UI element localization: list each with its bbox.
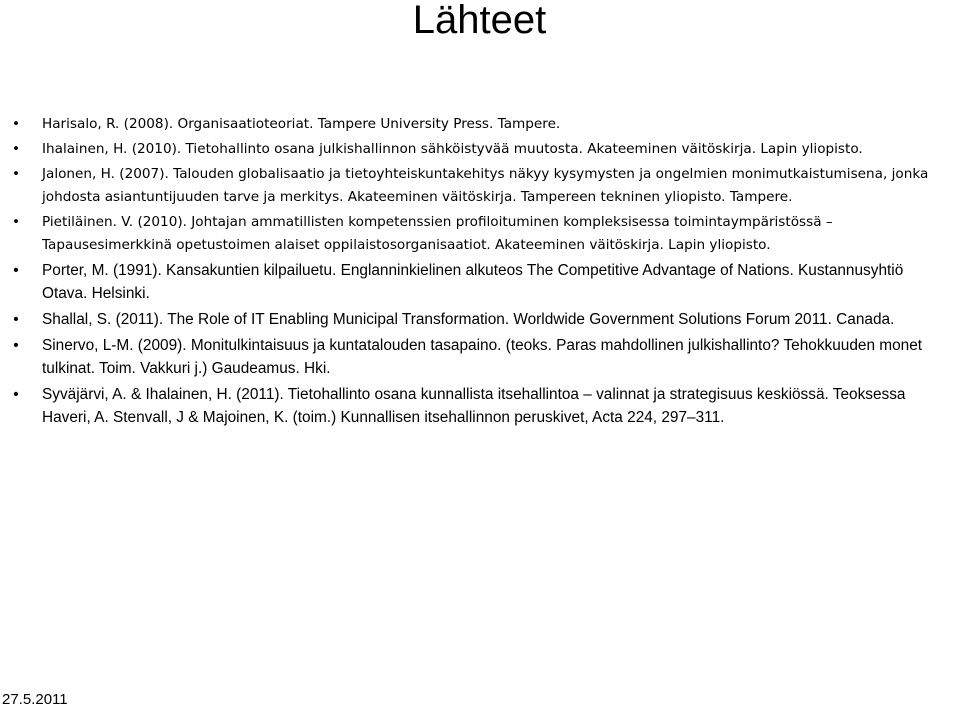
reference-text: Jalonen, H. (2007). Talouden globalisaatio ja tietoyhteiskuntakehitys näkyy kysymysten ja ongelmien monimutkaistumisena, jonka johdosta asiantuntijuuden tarve ja merkitys. Akateeminen väitöskirja. Tampereen tekninen yliopisto. Tampere.	[42, 166, 929, 205]
reference-item	[0, 138, 959, 161]
reference-item	[0, 113, 959, 136]
footer-date: 27.5.2011	[2, 691, 68, 708]
reference-text: Ihalainen, H. (2010). Tietohallinto osana julkishallinnon sähköistyvää muutosta. Akateeminen väitöskirja. Lapin yliopisto.	[42, 141, 863, 157]
reference-item	[0, 211, 959, 257]
bullet-icon: •	[13, 311, 19, 328]
reference-text: Sinervo, L-M. (2009). Monitulkintaisuus ja kuntatalouden tasapaino. (teoks. Paras mahdollinen julkishallinto? Tehokkuuden monet tulkinat. Toim. Vakkuri j.) Gaudeamus. Hki.	[42, 337, 923, 377]
slide-title: Lähteet	[412, 0, 547, 42]
reference-text: Pietiläinen. V. (2010). Johtajan ammatillisten kompetenssien profiloituminen kompleksisessa toimintaympäristössä – Tapausesimerkkinä opetustoimen alaiset oppilaistosorganisaatiot. Akateeminen väitöskirja. Lapin yliopisto.	[42, 214, 833, 253]
reference-item	[0, 259, 959, 305]
reference-item	[0, 163, 959, 209]
bullet-icon: •	[13, 386, 19, 403]
reference-text: Porter, M. (1991). Kansakuntien kilpailuetu. Englanninkielinen alkuteos The Competitive Advantage of Nations. Kustannusyhtiö Otava. Helsinki.	[42, 262, 904, 302]
bullet-icon: •	[11, 166, 21, 182]
reference-text: Harisalo, R. (2008). Organisaatioteoriat. Tampere University Press. Tampere.	[42, 116, 561, 132]
bullet-icon: •	[11, 214, 21, 230]
reference-list	[0, 113, 959, 429]
reference-item	[0, 308, 959, 331]
reference-text: Shallal, S. (2011). The Role of IT Enabling Municipal Transformation. Worldwide Government Solutions Forum 2011. Canada.	[42, 311, 895, 328]
reference-text: Syväjärvi, A. & Ihalainen, H. (2011). Tietohallinto osana kunnallista itsehallintoa – valinnat ja strategisuus keskiössä. Teoksessa Haveri, A. Stenvall, J & Majoinen, K. (toim.) Kunnallisen itsehallinnon peruskivet, Acta 224, 297–311.	[42, 386, 906, 426]
reference-item	[0, 383, 959, 429]
bullet-icon: •	[13, 337, 19, 354]
bullet-icon: •	[13, 262, 19, 279]
bullet-icon: •	[11, 116, 21, 132]
reference-item	[0, 334, 959, 380]
bullet-icon: •	[11, 141, 21, 157]
